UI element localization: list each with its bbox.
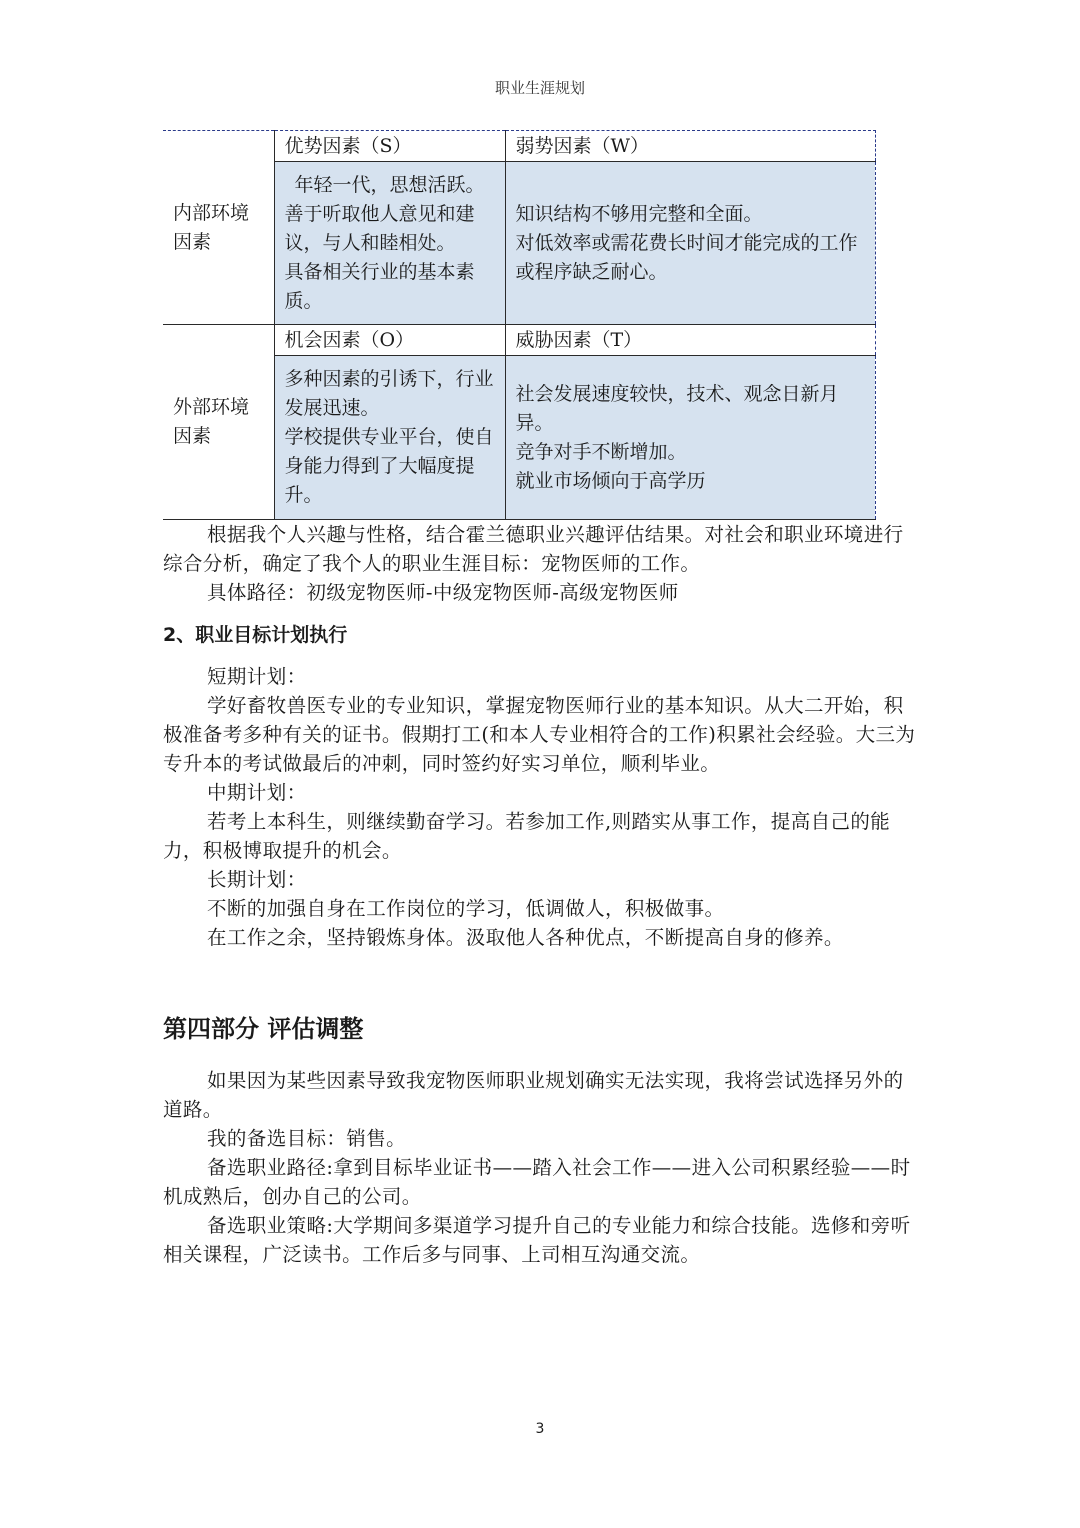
goal-path-paragraph: 具体路径：初级宠物医师-中级宠物医师-高级宠物医师 <box>207 581 679 604</box>
section-four-paragraph: 我的备选目标：销售。 <box>207 1127 407 1150</box>
opportunities-cell <box>274 356 505 520</box>
section-four-heading: 第四部分 评估调整 <box>163 1014 364 1043</box>
strengths-heading: 优势因素（S） <box>274 131 505 162</box>
weakness-item: 对低效率或需花费长时间才能完成的工作或程序缺乏耐心。 <box>515 231 858 283</box>
short-plan-label: 短期计划： <box>207 665 307 688</box>
section-four-paragraph: 如果因为某些因素导致我宠物医师职业规划确实无法实现，我将尝试选择另外的道路。 <box>163 1069 904 1121</box>
threat-item: 就业市场倾向于高学历 <box>515 469 706 492</box>
weaknesses-cell <box>505 162 875 325</box>
strengths-cell <box>274 162 505 325</box>
threat-item: 竞争对手不断增加。 <box>515 440 687 463</box>
long-plan-label: 长期计划： <box>207 868 307 891</box>
plan-heading: 2、职业目标计划执行 <box>163 624 348 646</box>
long-plan-text: 不断的加强自身在工作岗位的学习，低调做人，积极做事。 <box>207 897 725 920</box>
strength-item: 年轻一代，思想活跃。 <box>294 173 485 196</box>
career-goal-text <box>163 520 923 607</box>
external-factors-label: 外部环境因素 <box>163 325 274 520</box>
mid-plan-text: 若考上本科生，则继续勤奋学习。若参加工作,则踏实从事工作，提高自己的能力，积极博取提升的机会。 <box>163 810 891 862</box>
goal-paragraph: 根据我个人兴趣与性格，结合霍兰德职业兴趣评估结果。对社会和职业环境进行综合分析，确定了我个人的职业生涯目标：宠物医师的工作。 <box>163 523 904 575</box>
opportunities-heading: 机会因素（O） <box>274 325 505 356</box>
weaknesses-heading: 弱势因素（W） <box>505 131 875 162</box>
internal-factors-label: 内部环境因素 <box>163 131 274 325</box>
section-four-paragraph: 备选职业路径:拿到目标毕业证书——踏入社会工作——进入公司积累经验——时机成熟后，创办自己的公司。 <box>163 1156 911 1208</box>
long-plan-text: 在工作之余，坚持锻炼身体。汲取他人各种优点，不断提高自身的修养。 <box>207 926 844 949</box>
page-header: 职业生涯规划 <box>494 79 585 97</box>
threat-item: 社会发展速度较快，技术、观念日新月异。 <box>515 382 839 434</box>
threats-cell <box>505 356 875 520</box>
threats-heading: 威胁因素（T） <box>505 325 875 356</box>
mid-plan-label: 中期计划： <box>207 781 307 804</box>
section-four-paragraph: 备选职业策略:大学期间多渠道学习提升自己的专业能力和综合技能。选修和旁听相关课程，广泛读书。工作后多与同事、上司相互沟通交流。 <box>163 1214 911 1266</box>
opportunity-item: 多种因素的引诱下，行业发展迅速。 <box>284 368 494 419</box>
opportunity-item: 学校提供专业平台，使自身能力得到了大幅度提升。 <box>284 426 494 506</box>
short-plan-text: 学好畜牧兽医专业的专业知识，掌握宠物医师行业的基本知识。从大二开始，积极准备考多种有关的证书。假期打工(和本人专业相符合的工作)积累社会经验。大三为专升本的考试做最后的冲刺，同时签约好实习单位，顺利毕业。 <box>163 694 916 775</box>
strength-item: 善于听取他人意见和建议，与人和睦相处。 <box>284 202 475 254</box>
page-number: 3 <box>535 1421 545 1437</box>
strength-item: 具备相关行业的基本素质。 <box>284 260 475 312</box>
plan-text <box>163 662 923 952</box>
section-four-text <box>163 1066 923 1269</box>
swot-table <box>163 130 876 520</box>
weakness-item: 知识结构不够用完整和全面。 <box>515 202 763 225</box>
